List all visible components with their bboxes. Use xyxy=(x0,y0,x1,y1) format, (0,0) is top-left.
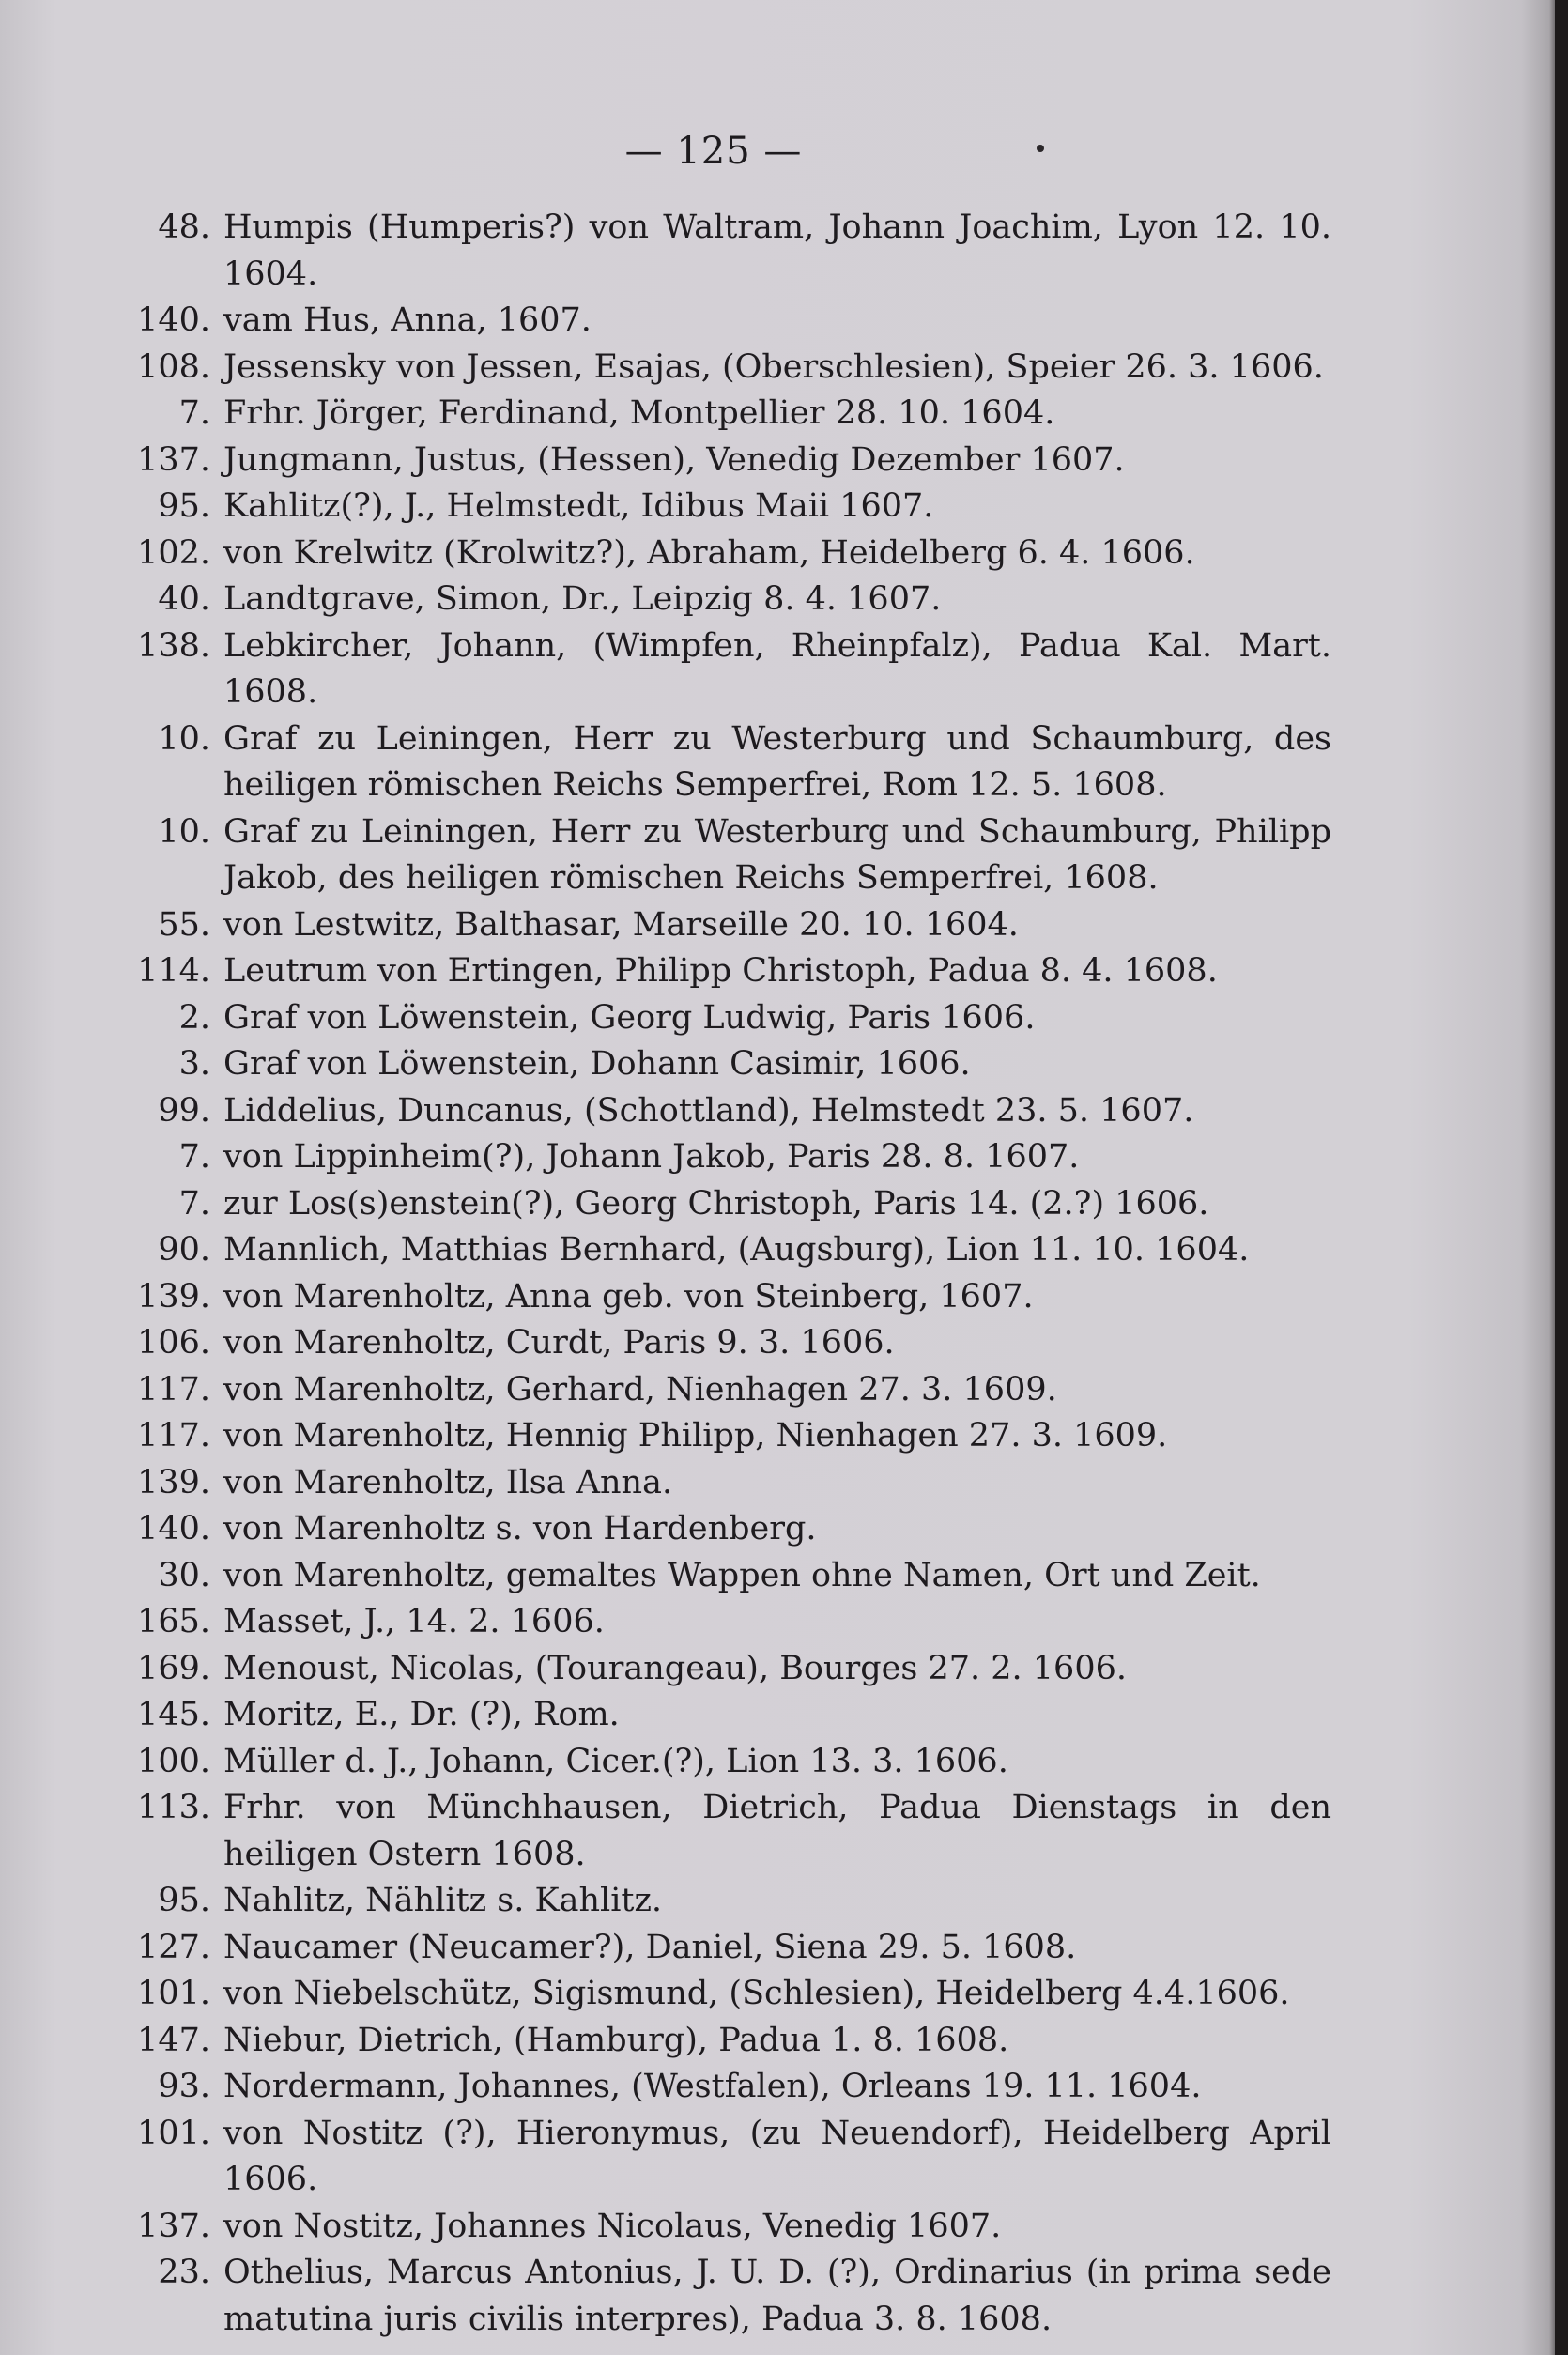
entry-text: Leutrum von Ertingen, Philipp Christoph, Padua 8. 4. 1608. xyxy=(223,952,1218,990)
register-entry xyxy=(111,1460,1331,1507)
entry-number: 145. xyxy=(137,1696,210,1733)
ink-dot xyxy=(1037,145,1044,152)
entry-number: 137. xyxy=(137,440,210,479)
entry-text: von Marenholtz, Hennig Philipp, Nienhagen 27. 3. 1609. xyxy=(223,1417,1168,1455)
entry-number: 117. xyxy=(137,1370,210,1408)
entry-number: 48. xyxy=(158,208,210,246)
entry-number: 23. xyxy=(158,2254,210,2291)
register-entry xyxy=(111,623,1331,716)
register-entry xyxy=(111,205,1331,298)
entry-number: 40. xyxy=(158,580,210,618)
entry-text: Moritz, E., Dr. (?), Rom. xyxy=(223,1696,620,1733)
entry-number: 3. xyxy=(178,1045,210,1083)
entry-number: 99. xyxy=(158,1091,210,1130)
entry-number: 127. xyxy=(137,1928,210,1966)
entry-number: 100. xyxy=(137,1742,210,1780)
register-entry xyxy=(111,577,1331,623)
register-entry xyxy=(111,298,1331,345)
entry-number: 10. xyxy=(158,719,210,758)
entry-number: 95. xyxy=(158,487,210,525)
register-entry xyxy=(111,1274,1331,1321)
entry-text: Othelius, Marcus Antonius, J. U. D. (?), Ordinarius (in prima sede matutina juris civilis interpres), Padua 3. 8. 1608. xyxy=(223,2254,1331,2338)
entry-number: 117. xyxy=(137,1417,210,1455)
register-entry xyxy=(111,484,1331,531)
register-entry xyxy=(111,716,1331,809)
entry-text: von Marenholtz, Ilsa Anna. xyxy=(223,1463,673,1501)
entry-text: von Nostitz (?), Hieronymus, (zu Neuendorf), Heidelberg April 1606. xyxy=(223,2114,1331,2198)
entry-text: Masset, J., 14. 2. 1606. xyxy=(223,1603,605,1640)
entry-number: 140. xyxy=(137,301,210,339)
entry-number: 2. xyxy=(178,998,210,1037)
entry-number: 102. xyxy=(137,533,210,572)
register-entry xyxy=(111,1878,1331,1925)
register-entry xyxy=(111,438,1331,485)
entry-text: vam Hus, Anna, 1607. xyxy=(223,301,592,339)
entry-text: Jungmann, Justus, (Hessen), Venedig Dezember 1607. xyxy=(223,440,1125,479)
entry-number: 90. xyxy=(158,1231,210,1269)
register-entry xyxy=(111,1041,1331,1088)
entry-number: 114. xyxy=(137,952,210,990)
register-entry xyxy=(111,1134,1331,1181)
entry-number: 10. xyxy=(158,812,210,851)
entry-number: 55. xyxy=(158,905,210,944)
entry-text: von Lestwitz, Balthasar, Marseille 20. 10. 1604. xyxy=(223,905,1019,944)
entry-number: 93. xyxy=(158,2068,210,2105)
register-entry xyxy=(111,2250,1331,2343)
entry-number: 139. xyxy=(137,1463,210,1501)
entry-text: von Krelwitz (Krolwitz?), Abraham, Heidelberg 6. 4. 1606. xyxy=(223,533,1195,572)
register-entry xyxy=(111,1739,1331,1786)
entry-number: 139. xyxy=(137,1277,210,1316)
entry-text: von Niebelschütz, Sigismund, (Schlesien), Heidelberg 4.4.1606. xyxy=(223,1975,1290,2012)
entry-text: Humpis (Humperis?) von Waltram, Johann Joachim, Lyon 12. 10. 1604. xyxy=(223,208,1331,293)
register-entry xyxy=(111,2111,1331,2204)
page-number: — 125 — xyxy=(624,130,803,173)
register-entry xyxy=(111,2018,1331,2065)
entry-text: Niebur, Dietrich, (Hamburg), Padua 1. 8. 1608. xyxy=(223,2021,1009,2059)
entry-text: von Marenholtz, Curdt, Paris 9. 3. 1606. xyxy=(223,1324,895,1362)
register-entry xyxy=(111,2204,1331,2251)
register-entry xyxy=(111,1088,1331,1135)
register-entry xyxy=(111,948,1331,995)
register-entry xyxy=(111,1506,1331,1553)
entry-text: von Lippinheim(?), Johann Jakob, Paris 28. 8. 1607. xyxy=(223,1138,1080,1176)
entry-text: zur Los(s)enstein(?), Georg Christoph, Paris 14. (2.?) 1606. xyxy=(223,1184,1209,1223)
entry-number: 7. xyxy=(178,1184,210,1223)
entry-text: Frhr. Jörger, Ferdinand, Montpellier 28. 10. 1604. xyxy=(223,394,1055,432)
entry-text: Kahlitz(?), J., Helmstedt, Idibus Maii 1607. xyxy=(223,487,934,525)
register-entry xyxy=(111,391,1331,438)
register-entry xyxy=(111,1227,1331,1274)
entry-text: Lebkircher, Johann, (Wimpfen, Rheinpfalz), Padua Kal. Mart. 1608. xyxy=(223,626,1331,711)
entry-text: von Marenholtz, Gerhard, Nienhagen 27. 3. 1609. xyxy=(223,1370,1057,1408)
register-entry xyxy=(111,1367,1331,1414)
entry-text: Graf zu Leiningen, Herr zu Westerburg und Schaumburg, Philipp Jakob, des heiligen römischen Reichs Semperfrei, 1608. xyxy=(223,812,1331,897)
entry-number: 165. xyxy=(137,1603,210,1640)
entry-text: Mannlich, Matthias Bernhard, (Augsburg), Lion 11. 10. 1604. xyxy=(223,1231,1250,1269)
register-entry xyxy=(111,995,1331,1042)
entry-text: Jessensky von Jessen, Esajas, (Oberschlesien), Speier 26. 3. 1606. xyxy=(223,347,1324,386)
entry-number: 147. xyxy=(137,2021,210,2059)
entry-number: 101. xyxy=(137,2114,210,2152)
register-entry xyxy=(111,1553,1331,1600)
register-entry xyxy=(111,902,1331,949)
entry-number: 7. xyxy=(178,394,210,432)
entry-number: 140. xyxy=(137,1510,210,1547)
register-entry xyxy=(111,809,1331,902)
entry-text: Graf von Löwenstein, Georg Ludwig, Paris 1606. xyxy=(223,998,1036,1037)
register-entry xyxy=(111,1692,1331,1739)
register-entry xyxy=(111,1646,1331,1693)
register-entry xyxy=(111,345,1331,392)
entry-text: Menoust, Nicolas, (Tourangeau), Bourges 27. 2. 1606. xyxy=(223,1649,1127,1687)
entry-text: Graf zu Leiningen, Herr zu Westerburg und Schaumburg, des heiligen römischen Reichs Semperfrei, Rom 12. 5. 1608. xyxy=(223,719,1331,804)
entry-number: 7. xyxy=(178,1138,210,1176)
register-entry xyxy=(111,531,1331,577)
entry-text: Liddelius, Duncanus, (Schottland), Helmstedt 23. 5. 1607. xyxy=(223,1091,1194,1130)
register-entry xyxy=(111,1599,1331,1646)
entry-number: 30. xyxy=(158,1556,210,1594)
entry-text: Nordermann, Johannes, (Westfalen), Orleans 19. 11. 1604. xyxy=(223,2068,1202,2105)
entry-number: 101. xyxy=(137,1975,210,2012)
entry-text: von Marenholtz s. von Hardenberg. xyxy=(223,1510,817,1547)
entry-number: 95. xyxy=(158,1882,210,1919)
register-entry xyxy=(111,1413,1331,1460)
entry-number: 106. xyxy=(137,1324,210,1362)
register-entry xyxy=(111,2064,1331,2111)
entry-number: 137. xyxy=(137,2207,210,2245)
entry-text: Graf von Löwenstein, Dohann Casimir, 1606. xyxy=(223,1045,971,1083)
entry-text: Frhr. von Münchhausen, Dietrich, Padua Dienstags in den heiligen Ostern 1608. xyxy=(223,1789,1331,1873)
register-entry xyxy=(111,1785,1331,1878)
entry-number: 113. xyxy=(137,1789,210,1826)
entry-text: von Marenholtz, gemaltes Wappen ohne Namen, Ort und Zeit. xyxy=(223,1556,1261,1594)
entry-text: von Nostitz, Johannes Nicolaus, Venedig 1607. xyxy=(223,2207,1002,2245)
entry-text: Nahlitz, Nählitz s. Kahlitz. xyxy=(223,1882,663,1919)
entry-text: von Marenholtz, Anna geb. von Steinberg, 1607. xyxy=(223,1277,1034,1316)
entry-text: Naucamer (Neucamer?), Daniel, Siena 29. 5. 1608. xyxy=(223,1928,1077,1966)
register-entry xyxy=(111,1971,1331,2018)
register-entry xyxy=(111,1181,1331,1228)
entry-text: Müller d. J., Johann, Cicer.(?), Lion 13. 3. 1606. xyxy=(223,1742,1008,1780)
register-entry xyxy=(111,1320,1331,1367)
entry-text: Landtgrave, Simon, Dr., Leipzig 8. 4. 1607. xyxy=(223,580,942,618)
entry-number: 108. xyxy=(137,347,210,386)
register-entries xyxy=(111,205,1331,2343)
entry-number: 169. xyxy=(137,1649,210,1687)
register-entry xyxy=(111,1925,1331,1972)
entry-number: 138. xyxy=(137,626,210,665)
book-gutter xyxy=(1555,0,1568,2355)
